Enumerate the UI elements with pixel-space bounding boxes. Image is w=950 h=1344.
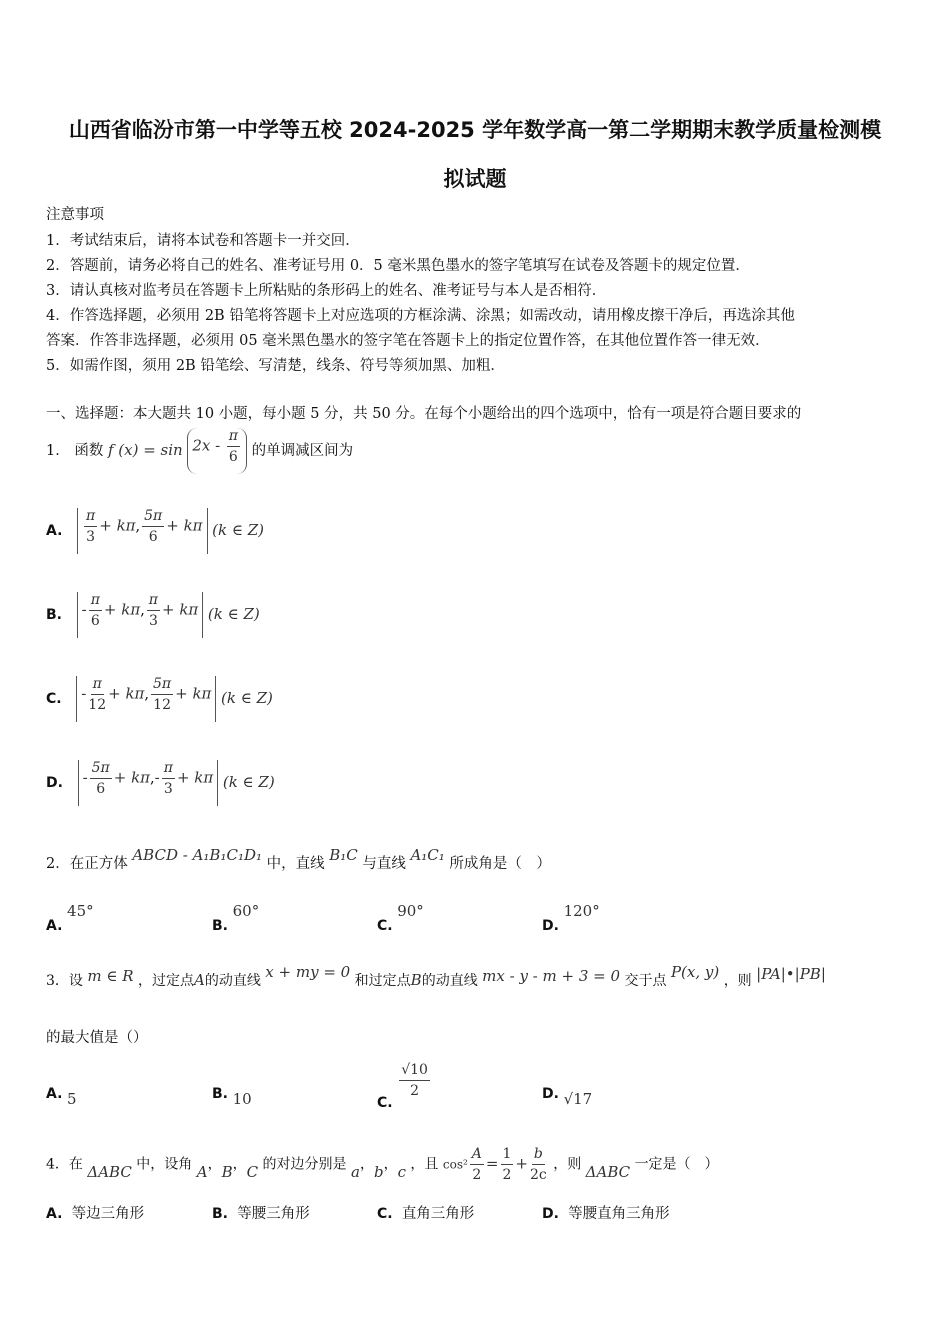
q4-option-a[interactable]: A. 等边三角形	[46, 1206, 145, 1222]
q1-option-d[interactable]: D. - $\frac{5\pi}{6}$ + kπ,- $\frac{\pi}{3}$ + kπ (k ∈ Z)	[46, 760, 275, 806]
q3-option-b[interactable]: B. 10	[212, 1086, 252, 1108]
q1-func: f (x) = sin	[107, 441, 183, 459]
q1-paren	[187, 428, 247, 474]
q1-option-a[interactable]: A. $\frac{\pi}{3}$ + kπ, $\frac{5\pi}{6}$ + kπ (k ∈ Z)	[46, 508, 264, 554]
q3-tail: 的最大值是（）	[46, 1030, 148, 1046]
q4-option-d[interactable]: D. 等腰直角三角形	[542, 1206, 670, 1222]
q1-fraction: $\frac{\pi}{6}$	[228, 428, 238, 465]
q4-option-c[interactable]: C. 直角三角形	[377, 1206, 475, 1222]
notice-item: 5．如需作图，须用 2B 铅笔绘、写清楚，线条、符号等须加黑、加粗．	[46, 358, 505, 374]
q3-option-d[interactable]: D. √17	[542, 1086, 593, 1108]
question-4: 4．在 ΔABC 中，设角 A，B，C 的对边分别是 a，b，c ，且 cos² $\frac{A}{2}$ = $\frac{1}{2}$ + $\frac{b}{2c}$ ，则 ΔABC 一定是（ ）	[46, 1146, 719, 1183]
section-heading: 一、选择题：本大题共 10 小题，每小题 5 分，共 50 分。在每个小题给出的四个选项中，恰有一项是符合题目要求的	[46, 406, 802, 422]
q4-option-b[interactable]: B. 等腰三角形	[212, 1206, 310, 1222]
notice-item: 答案．作答非选择题，必须用 05 毫米黑色墨水的签字笔在答题卡上的指定位置作答，在其他位置作答一律无效．	[46, 333, 770, 349]
q1-arg: 2x -	[192, 436, 221, 455]
notice-heading: 注意事项	[46, 207, 104, 223]
q1-prefix: 函数	[74, 443, 104, 459]
notice-item: 4．作答选择题，必须用 2B 铅笔将答题卡上对应选项的方框涂满、涂黑；如需改动，请用橡皮擦干净后，再选涂其他	[46, 308, 795, 324]
question-3: 3．设 m ∈ R ，过定点A的动直线 x + my = 0 和过定点B的动直线 mx - y - m + 3 = 0 交于点 P(x, y) ，则 |PA|•|PB|	[46, 963, 826, 989]
question-2: 2．在正方体 ABCD - A₁B₁C₁D₁ 中，直线 B₁C 与直线 A₁C₁ 所成角是（ ）	[46, 846, 551, 872]
q3-option-a[interactable]: A. 5	[46, 1086, 77, 1108]
q2-option-a[interactable]: A. 45°	[46, 902, 94, 934]
q2-option-c[interactable]: C. 90°	[377, 902, 424, 934]
q1-suffix: 的单调减区间为	[251, 443, 354, 459]
notice-item: 1．考试结束后，请将本试卷和答题卡一并交回．	[46, 233, 360, 249]
q1-option-b[interactable]: B. - $\frac{\pi}{6}$ + kπ, $\frac{\pi}{3}$ + kπ (k ∈ Z)	[46, 592, 260, 638]
q1-number: 1．	[46, 443, 70, 459]
q2-option-d[interactable]: D. 120°	[542, 902, 600, 934]
q1-option-c[interactable]: C. - $\frac{\pi}{12}$ + kπ, $\frac{5\pi}{12}$ + kπ (k ∈ Z)	[46, 676, 273, 722]
notice-item: 2．答题前，请务必将自己的姓名、准考证号用 0．5 毫米黑色墨水的签字笔填写在试卷及答题卡的规定位置．	[46, 258, 750, 274]
notice-item: 3．请认真核对监考员在答题卡上所粘贴的条形码上的姓名、准考证号与本人是否相符．	[46, 283, 607, 299]
q2-option-b[interactable]: B. 60°	[212, 902, 260, 934]
page-title: 山西省临汾市第一中学等五校 2024-2025 学年数学高一第二学期期末教学质量检测模	[68, 118, 882, 142]
q2-cube: ABCD - A₁B₁C₁D₁	[132, 846, 262, 864]
q3-option-c[interactable]: C. $\frac{√10}{2}$	[377, 1062, 428, 1111]
question-1	[46, 428, 353, 474]
page-title-cont: 拟试题	[443, 167, 507, 191]
